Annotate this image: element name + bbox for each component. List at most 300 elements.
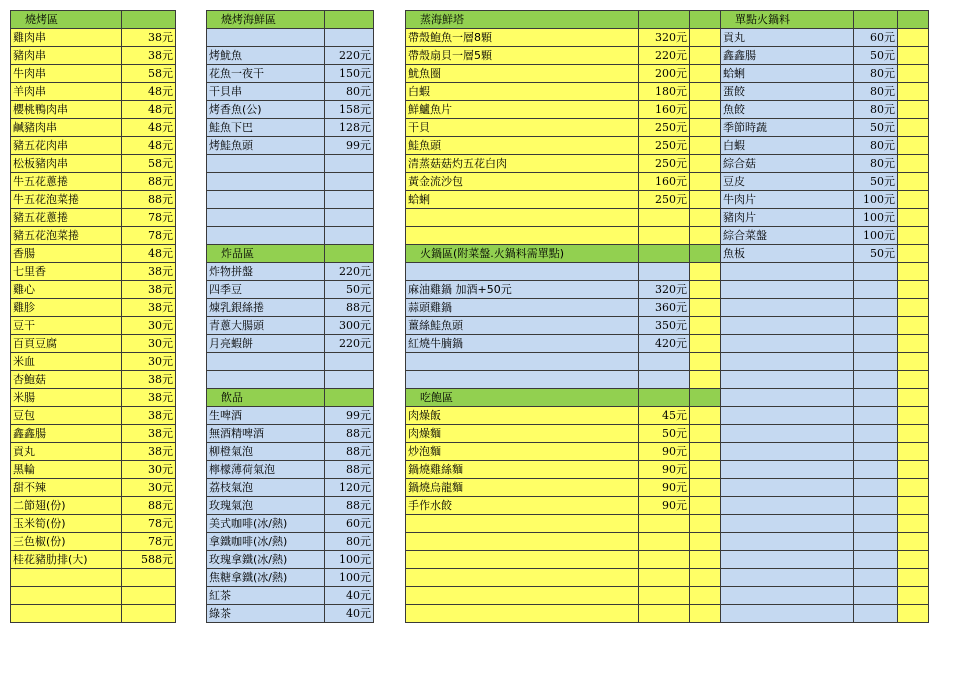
cell-extra[interactable] xyxy=(690,119,721,137)
cell-name[interactable]: 柳橙氣泡 xyxy=(207,443,325,461)
cell-extra[interactable] xyxy=(898,155,929,173)
cell-price[interactable]: 50元 xyxy=(325,281,374,299)
cell-price[interactable] xyxy=(325,155,374,173)
cell-name[interactable]: 桂花豬肋排(大) xyxy=(11,551,122,569)
cell-price[interactable] xyxy=(639,533,690,551)
cell-name[interactable]: 豬五花肉串 xyxy=(11,137,122,155)
cell-price[interactable]: 80元 xyxy=(854,65,898,83)
cell-price[interactable]: 50元 xyxy=(854,119,898,137)
cell-price[interactable]: 78元 xyxy=(122,515,176,533)
cell-extra[interactable] xyxy=(898,335,929,353)
cell-price[interactable]: 250元 xyxy=(639,137,690,155)
cell-extra[interactable] xyxy=(898,353,929,371)
cell-name[interactable] xyxy=(406,227,639,245)
cell-name[interactable]: 綜合菇 xyxy=(721,155,854,173)
cell-name[interactable]: 魚板 xyxy=(721,245,854,263)
cell-extra[interactable] xyxy=(690,605,721,623)
cell-extra[interactable] xyxy=(690,155,721,173)
cell-name[interactable] xyxy=(207,173,325,191)
col4-title-blank[interactable] xyxy=(898,11,929,29)
col1-title[interactable]: 燒烤區 xyxy=(11,11,122,29)
cell-extra[interactable] xyxy=(898,587,929,605)
cell-name[interactable] xyxy=(207,191,325,209)
cell-name[interactable]: 肉燥飯 xyxy=(406,407,639,425)
cell-name[interactable] xyxy=(721,335,854,353)
cell-price[interactable]: 100元 xyxy=(854,209,898,227)
cell-name[interactable]: 無酒精啤酒 xyxy=(207,425,325,443)
cell-name[interactable]: 玫瑰氣泡 xyxy=(207,497,325,515)
cell-price[interactable]: 220元 xyxy=(325,47,374,65)
cell-price[interactable]: 160元 xyxy=(639,173,690,191)
cell-price[interactable]: 38元 xyxy=(122,299,176,317)
cell-price[interactable]: 58元 xyxy=(122,155,176,173)
cell-name[interactable]: 豆包 xyxy=(11,407,122,425)
cell-name[interactable] xyxy=(406,533,639,551)
cell-name[interactable]: 羊肉串 xyxy=(11,83,122,101)
cell-extra[interactable] xyxy=(690,479,721,497)
cell-name[interactable] xyxy=(406,515,639,533)
cell-price[interactable] xyxy=(639,227,690,245)
cell-name[interactable] xyxy=(11,605,122,623)
cell-price[interactable] xyxy=(639,587,690,605)
cell-extra[interactable] xyxy=(898,209,929,227)
col3-title-blank[interactable] xyxy=(690,11,721,29)
cell-extra[interactable] xyxy=(898,425,929,443)
cell-price[interactable]: 250元 xyxy=(639,191,690,209)
cell-name[interactable] xyxy=(406,263,639,281)
cell-price[interactable]: 99元 xyxy=(325,407,374,425)
cell-extra[interactable] xyxy=(690,137,721,155)
cell-name[interactable]: 花魚一夜干 xyxy=(207,65,325,83)
cell-name[interactable]: 雞心 xyxy=(11,281,122,299)
cell-extra[interactable] xyxy=(898,317,929,335)
cell-name[interactable]: 貢丸 xyxy=(721,29,854,47)
cell-extra[interactable] xyxy=(898,479,929,497)
cell-name[interactable]: 烤鮭魚頭 xyxy=(207,137,325,155)
cell-price[interactable] xyxy=(854,587,898,605)
cell-extra[interactable] xyxy=(898,443,929,461)
cell-extra[interactable] xyxy=(898,101,929,119)
cell-name[interactable]: 黃金流沙包 xyxy=(406,173,639,191)
cell-price[interactable]: 88元 xyxy=(122,497,176,515)
cell-name[interactable]: 肉燥麵 xyxy=(406,425,639,443)
cell-extra[interactable] xyxy=(690,461,721,479)
cell-name[interactable]: 清蒸菇菇灼五花白肉 xyxy=(406,155,639,173)
col4-title[interactable]: 單點火鍋料 xyxy=(721,11,854,29)
cell-name[interactable] xyxy=(721,587,854,605)
cell-name[interactable]: 櫻桃鴨肉串 xyxy=(11,101,122,119)
cell-price[interactable] xyxy=(854,443,898,461)
cell-price[interactable] xyxy=(325,209,374,227)
cell-extra[interactable] xyxy=(690,515,721,533)
cell-name[interactable]: 蛤蜊 xyxy=(721,65,854,83)
cell-name[interactable]: 牛五花蔥捲 xyxy=(11,173,122,191)
cell-price[interactable]: 80元 xyxy=(854,155,898,173)
cell-extra[interactable] xyxy=(690,353,721,371)
cell-price[interactable]: 250元 xyxy=(639,155,690,173)
cell-extra[interactable] xyxy=(898,227,929,245)
cell-name[interactable]: 豬五花泡菜捲 xyxy=(11,227,122,245)
cell-extra[interactable] xyxy=(898,389,929,407)
cell-price[interactable]: 88元 xyxy=(325,461,374,479)
cell-price[interactable] xyxy=(854,407,898,425)
cell-extra[interactable] xyxy=(690,101,721,119)
cell-price[interactable] xyxy=(122,587,176,605)
cell-price[interactable]: 80元 xyxy=(854,137,898,155)
cell-name[interactable]: 鮮鱸魚片 xyxy=(406,101,639,119)
cell-extra[interactable] xyxy=(690,281,721,299)
cell-price[interactable] xyxy=(854,461,898,479)
cell-price[interactable] xyxy=(854,317,898,335)
cell-name[interactable]: 季節時蔬 xyxy=(721,119,854,137)
cell-price[interactable]: 38元 xyxy=(122,281,176,299)
cell-extra[interactable] xyxy=(690,317,721,335)
cell-price[interactable] xyxy=(854,371,898,389)
cell-extra[interactable] xyxy=(898,83,929,101)
col3-hotpot-title-blank[interactable] xyxy=(690,245,721,263)
cell-price[interactable]: 588元 xyxy=(122,551,176,569)
cell-name[interactable] xyxy=(406,353,639,371)
cell-name[interactable]: 貢丸 xyxy=(11,443,122,461)
cell-name[interactable]: 生啤酒 xyxy=(207,407,325,425)
cell-name[interactable] xyxy=(721,407,854,425)
cell-name[interactable]: 干貝串 xyxy=(207,83,325,101)
cell-extra[interactable] xyxy=(898,605,929,623)
cell-price[interactable]: 320元 xyxy=(639,281,690,299)
cell-price[interactable] xyxy=(639,551,690,569)
cell-extra[interactable] xyxy=(690,209,721,227)
cell-price[interactable] xyxy=(639,209,690,227)
cell-extra[interactable] xyxy=(690,443,721,461)
cell-extra[interactable] xyxy=(898,191,929,209)
cell-name[interactable]: 鑫鑫腸 xyxy=(11,425,122,443)
cell-price[interactable] xyxy=(122,569,176,587)
col3-hotpot-title-blank[interactable] xyxy=(639,245,690,263)
cell-name[interactable]: 綠茶 xyxy=(207,605,325,623)
cell-price[interactable] xyxy=(325,227,374,245)
cell-name[interactable] xyxy=(406,569,639,587)
cell-extra[interactable] xyxy=(690,29,721,47)
cell-extra[interactable] xyxy=(690,551,721,569)
cell-name[interactable] xyxy=(11,569,122,587)
cell-price[interactable] xyxy=(854,515,898,533)
cell-name[interactable] xyxy=(721,389,854,407)
cell-price[interactable]: 40元 xyxy=(325,605,374,623)
cell-price[interactable]: 90元 xyxy=(639,497,690,515)
cell-price[interactable]: 80元 xyxy=(854,83,898,101)
cell-extra[interactable] xyxy=(690,65,721,83)
cell-extra[interactable] xyxy=(898,569,929,587)
cell-name[interactable] xyxy=(406,587,639,605)
cell-price[interactable] xyxy=(854,479,898,497)
cell-extra[interactable] xyxy=(690,191,721,209)
cell-name[interactable]: 紅茶 xyxy=(207,587,325,605)
cell-price[interactable]: 220元 xyxy=(639,47,690,65)
cell-price[interactable] xyxy=(325,173,374,191)
cell-name[interactable]: 鹹豬肉串 xyxy=(11,119,122,137)
cell-price[interactable]: 160元 xyxy=(639,101,690,119)
cell-price[interactable]: 90元 xyxy=(639,479,690,497)
cell-price[interactable]: 80元 xyxy=(325,83,374,101)
cell-price[interactable]: 220元 xyxy=(325,263,374,281)
cell-price[interactable] xyxy=(854,263,898,281)
cell-name[interactable]: 甜不辣 xyxy=(11,479,122,497)
cell-price[interactable]: 360元 xyxy=(639,299,690,317)
cell-price[interactable]: 45元 xyxy=(639,407,690,425)
cell-price[interactable]: 38元 xyxy=(122,407,176,425)
cell-name[interactable]: 月亮蝦餅 xyxy=(207,335,325,353)
cell-name[interactable]: 鍋燒雞絲麵 xyxy=(406,461,639,479)
cell-extra[interactable] xyxy=(690,173,721,191)
cell-price[interactable] xyxy=(854,569,898,587)
cell-extra[interactable] xyxy=(690,425,721,443)
cell-extra[interactable] xyxy=(898,29,929,47)
cell-name[interactable]: 煉乳銀絲捲 xyxy=(207,299,325,317)
cell-price[interactable] xyxy=(639,515,690,533)
cell-extra[interactable] xyxy=(898,173,929,191)
cell-name[interactable]: 牛五花泡菜捲 xyxy=(11,191,122,209)
cell-price[interactable]: 150元 xyxy=(325,65,374,83)
cell-price[interactable]: 78元 xyxy=(122,533,176,551)
cell-extra[interactable] xyxy=(898,245,929,263)
cell-name[interactable] xyxy=(207,29,325,47)
cell-price[interactable]: 38元 xyxy=(122,371,176,389)
cell-price[interactable]: 88元 xyxy=(122,173,176,191)
cell-price[interactable] xyxy=(639,353,690,371)
cell-price[interactable] xyxy=(854,425,898,443)
cell-name[interactable]: 杏鮑菇 xyxy=(11,371,122,389)
cell-price[interactable]: 158元 xyxy=(325,101,374,119)
cell-extra[interactable] xyxy=(690,227,721,245)
cell-name[interactable] xyxy=(406,551,639,569)
col3-fried-rice-title-blank[interactable] xyxy=(639,389,690,407)
cell-name[interactable] xyxy=(721,461,854,479)
cell-price[interactable]: 100元 xyxy=(325,569,374,587)
cell-extra[interactable] xyxy=(690,263,721,281)
cell-price[interactable]: 420元 xyxy=(639,335,690,353)
cell-price[interactable] xyxy=(639,569,690,587)
cell-price[interactable]: 80元 xyxy=(854,101,898,119)
cell-name[interactable]: 焦糖拿鐵(冰/熱) xyxy=(207,569,325,587)
cell-price[interactable] xyxy=(639,371,690,389)
cell-name[interactable]: 二節翅(份) xyxy=(11,497,122,515)
cell-name[interactable]: 七里香 xyxy=(11,263,122,281)
cell-extra[interactable] xyxy=(898,407,929,425)
cell-name[interactable]: 玉米筍(份) xyxy=(11,515,122,533)
cell-extra[interactable] xyxy=(898,119,929,137)
cell-name[interactable]: 豆皮 xyxy=(721,173,854,191)
cell-name[interactable]: 烤香魚(公) xyxy=(207,101,325,119)
cell-price[interactable]: 78元 xyxy=(122,227,176,245)
cell-name[interactable]: 炒泡麵 xyxy=(406,443,639,461)
cell-price[interactable] xyxy=(854,389,898,407)
cell-price[interactable]: 38元 xyxy=(122,425,176,443)
col3-title[interactable]: 蒸海鮮塔 xyxy=(406,11,639,29)
cell-name[interactable] xyxy=(721,299,854,317)
cell-price[interactable]: 50元 xyxy=(854,47,898,65)
cell-price[interactable] xyxy=(854,533,898,551)
cell-name[interactable]: 雞肉串 xyxy=(11,29,122,47)
cell-extra[interactable] xyxy=(898,47,929,65)
cell-price[interactable]: 48元 xyxy=(122,137,176,155)
cell-name[interactable] xyxy=(721,371,854,389)
cell-name[interactable]: 百頁豆腐 xyxy=(11,335,122,353)
cell-name[interactable]: 牛肉串 xyxy=(11,65,122,83)
col2-fried-title-blank[interactable] xyxy=(325,245,374,263)
cell-price[interactable]: 60元 xyxy=(325,515,374,533)
cell-price[interactable] xyxy=(325,371,374,389)
cell-extra[interactable] xyxy=(898,65,929,83)
cell-price[interactable]: 58元 xyxy=(122,65,176,83)
cell-price[interactable] xyxy=(639,263,690,281)
cell-price[interactable]: 78元 xyxy=(122,209,176,227)
cell-price[interactable]: 38元 xyxy=(122,263,176,281)
cell-extra[interactable] xyxy=(690,533,721,551)
cell-name[interactable]: 松板豬肉串 xyxy=(11,155,122,173)
cell-price[interactable] xyxy=(325,29,374,47)
cell-price[interactable]: 50元 xyxy=(854,245,898,263)
cell-price[interactable]: 50元 xyxy=(854,173,898,191)
cell-name[interactable] xyxy=(721,281,854,299)
cell-name[interactable]: 白蝦 xyxy=(406,83,639,101)
cell-price[interactable]: 48元 xyxy=(122,119,176,137)
cell-name[interactable]: 豬肉串 xyxy=(11,47,122,65)
cell-name[interactable]: 檸檬薄荷氣泡 xyxy=(207,461,325,479)
cell-extra[interactable] xyxy=(690,83,721,101)
cell-name[interactable]: 美式咖啡(冰/熱) xyxy=(207,515,325,533)
cell-name[interactable]: 荔枝氣泡 xyxy=(207,479,325,497)
cell-price[interactable]: 88元 xyxy=(122,191,176,209)
cell-name[interactable] xyxy=(721,353,854,371)
cell-price[interactable]: 100元 xyxy=(854,191,898,209)
cell-price[interactable]: 38元 xyxy=(122,443,176,461)
col2-title[interactable]: 燒烤海鮮區 xyxy=(207,11,325,29)
cell-name[interactable]: 帶殼扇貝一層5顆 xyxy=(406,47,639,65)
cell-extra[interactable] xyxy=(898,137,929,155)
cell-name[interactable]: 帶殼鮑魚一層8顆 xyxy=(406,29,639,47)
cell-name[interactable]: 四季豆 xyxy=(207,281,325,299)
cell-price[interactable]: 90元 xyxy=(639,461,690,479)
cell-price[interactable]: 38元 xyxy=(122,389,176,407)
cell-price[interactable]: 60元 xyxy=(854,29,898,47)
cell-name[interactable]: 雞胗 xyxy=(11,299,122,317)
cell-name[interactable]: 黑輪 xyxy=(11,461,122,479)
col2-drinks-title-blank[interactable] xyxy=(325,389,374,407)
cell-price[interactable]: 30元 xyxy=(122,353,176,371)
cell-name[interactable]: 薑絲鮭魚頭 xyxy=(406,317,639,335)
cell-price[interactable]: 38元 xyxy=(122,29,176,47)
cell-name[interactable]: 豬五花蔥捲 xyxy=(11,209,122,227)
cell-name[interactable] xyxy=(721,515,854,533)
cell-price[interactable]: 38元 xyxy=(122,47,176,65)
cell-price[interactable]: 88元 xyxy=(325,425,374,443)
cell-price[interactable]: 48元 xyxy=(122,83,176,101)
cell-name[interactable] xyxy=(207,155,325,173)
cell-name[interactable]: 綜合菜盤 xyxy=(721,227,854,245)
cell-price[interactable]: 48元 xyxy=(122,101,176,119)
cell-name[interactable]: 紅燒牛腩鍋 xyxy=(406,335,639,353)
cell-name[interactable]: 麻油雞鍋 加酒+50元 xyxy=(406,281,639,299)
cell-name[interactable] xyxy=(207,371,325,389)
cell-price[interactable]: 220元 xyxy=(325,335,374,353)
cell-extra[interactable] xyxy=(898,551,929,569)
cell-price[interactable] xyxy=(854,497,898,515)
cell-price[interactable] xyxy=(325,353,374,371)
cell-extra[interactable] xyxy=(898,299,929,317)
cell-price[interactable]: 30元 xyxy=(122,461,176,479)
cell-price[interactable]: 88元 xyxy=(325,443,374,461)
cell-name[interactable]: 豆干 xyxy=(11,317,122,335)
cell-price[interactable]: 100元 xyxy=(854,227,898,245)
cell-name[interactable]: 干貝 xyxy=(406,119,639,137)
cell-price[interactable]: 40元 xyxy=(325,587,374,605)
cell-price[interactable]: 128元 xyxy=(325,119,374,137)
cell-price[interactable]: 300元 xyxy=(325,317,374,335)
cell-price[interactable] xyxy=(854,353,898,371)
col3-title-blank[interactable] xyxy=(639,11,690,29)
cell-name[interactable] xyxy=(721,263,854,281)
cell-price[interactable]: 88元 xyxy=(325,497,374,515)
cell-price[interactable]: 99元 xyxy=(325,137,374,155)
col2-fried-title[interactable]: 炸品區 xyxy=(207,245,325,263)
cell-name[interactable] xyxy=(406,605,639,623)
col3-fried-rice-title[interactable]: 吃飽區 xyxy=(406,389,639,407)
cell-name[interactable] xyxy=(721,551,854,569)
cell-name[interactable] xyxy=(721,569,854,587)
cell-name[interactable]: 米腸 xyxy=(11,389,122,407)
cell-name[interactable]: 手作水餃 xyxy=(406,497,639,515)
cell-price[interactable]: 250元 xyxy=(639,119,690,137)
cell-price[interactable] xyxy=(854,299,898,317)
cell-price[interactable] xyxy=(854,281,898,299)
cell-price[interactable] xyxy=(122,605,176,623)
cell-name[interactable]: 豬肉片 xyxy=(721,209,854,227)
cell-price[interactable] xyxy=(325,191,374,209)
cell-name[interactable]: 鮭魚下巴 xyxy=(207,119,325,137)
cell-name[interactable] xyxy=(721,317,854,335)
cell-name[interactable]: 鍋燒烏龍麵 xyxy=(406,479,639,497)
cell-price[interactable] xyxy=(854,551,898,569)
col3-hotpot-title[interactable]: 火鍋區(附菜盤.火鍋料需單點) xyxy=(406,245,639,263)
col2-drinks-title[interactable]: 飲品 xyxy=(207,389,325,407)
cell-name[interactable] xyxy=(721,425,854,443)
cell-extra[interactable] xyxy=(690,299,721,317)
cell-price[interactable]: 200元 xyxy=(639,65,690,83)
cell-price[interactable]: 100元 xyxy=(325,551,374,569)
cell-name[interactable]: 蛤蜊 xyxy=(406,191,639,209)
cell-name[interactable] xyxy=(207,227,325,245)
cell-price[interactable]: 320元 xyxy=(639,29,690,47)
cell-name[interactable] xyxy=(406,209,639,227)
cell-price[interactable] xyxy=(854,605,898,623)
cell-name[interactable] xyxy=(721,605,854,623)
cell-price[interactable]: 30元 xyxy=(122,317,176,335)
cell-name[interactable]: 蛋餃 xyxy=(721,83,854,101)
col3-fried-rice-title-blank[interactable] xyxy=(690,389,721,407)
cell-name[interactable]: 三色椒(份) xyxy=(11,533,122,551)
cell-name[interactable] xyxy=(207,209,325,227)
cell-extra[interactable] xyxy=(690,371,721,389)
cell-price[interactable] xyxy=(639,605,690,623)
cell-name[interactable] xyxy=(406,371,639,389)
cell-extra[interactable] xyxy=(690,407,721,425)
cell-name[interactable]: 香腸 xyxy=(11,245,122,263)
col1-title-blank[interactable] xyxy=(122,11,176,29)
cell-price[interactable]: 50元 xyxy=(639,425,690,443)
cell-extra[interactable] xyxy=(898,497,929,515)
cell-extra[interactable] xyxy=(898,461,929,479)
cell-price[interactable]: 120元 xyxy=(325,479,374,497)
